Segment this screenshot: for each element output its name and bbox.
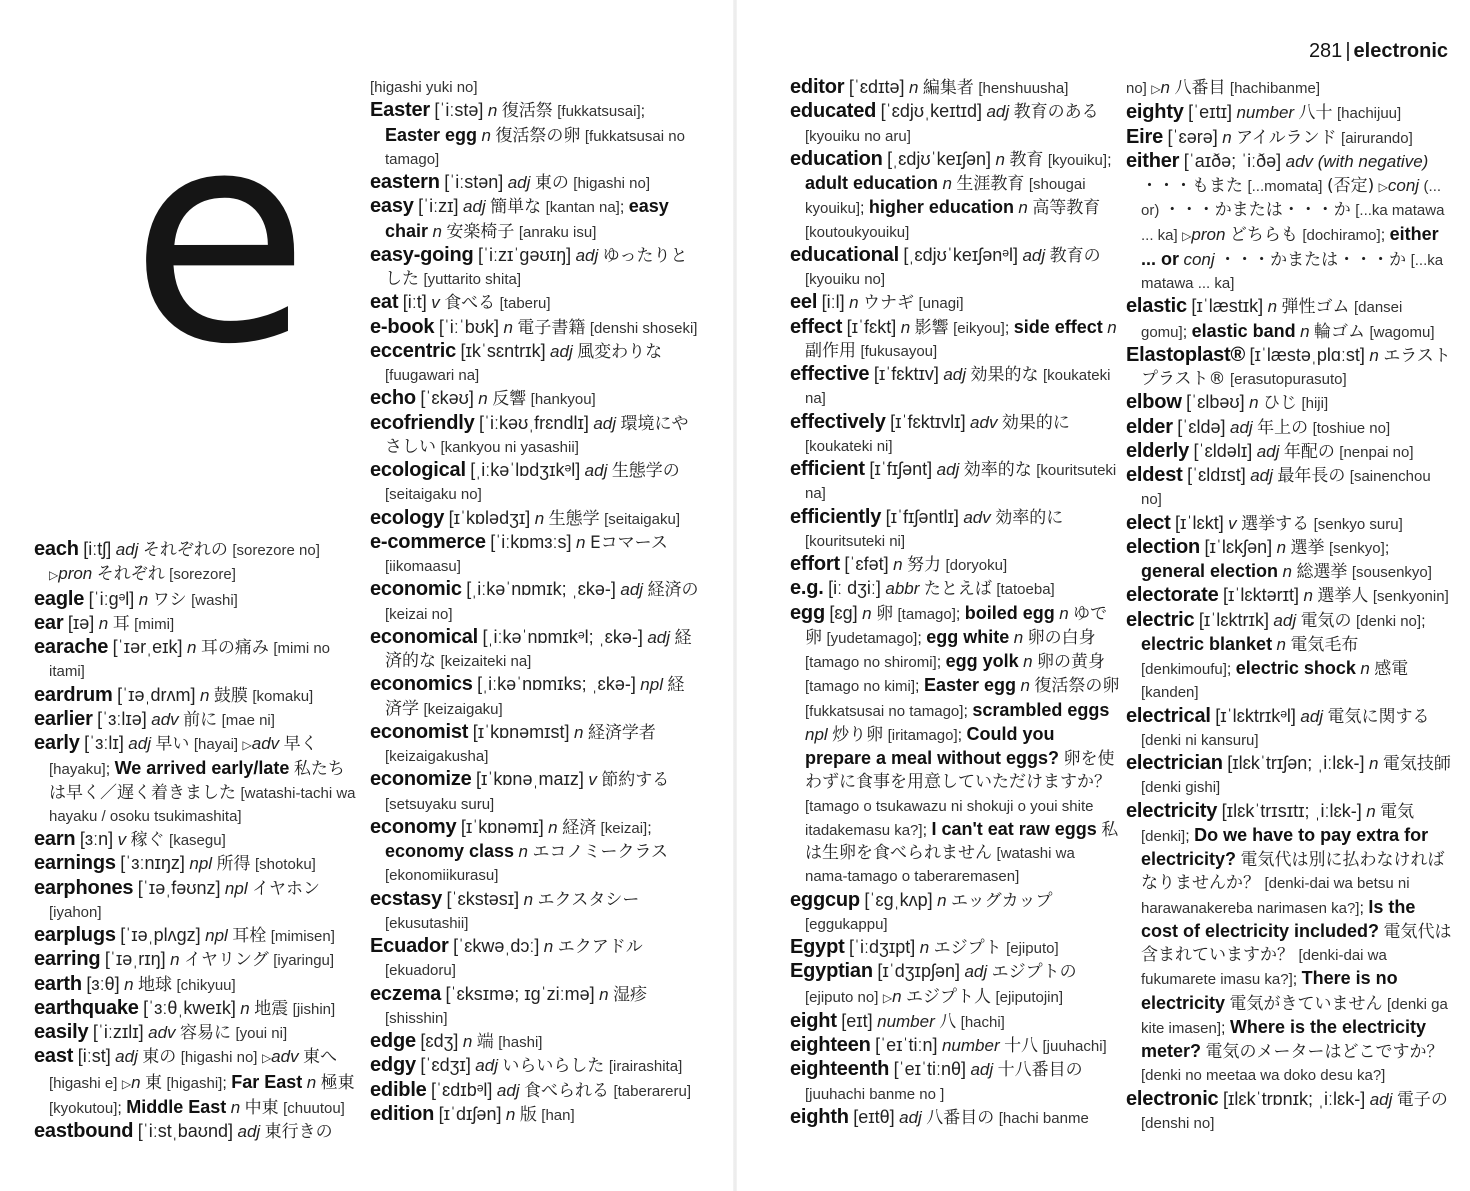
dictionary-entry: economical [ˌiːkəˈnɒmɪkᵊl; ˌɛkə-] adj 経済的な [keizaiteki na] bbox=[370, 625, 692, 671]
dictionary-entry: Ecuador [ˈɛkwəˌdɔː] n エクアドル [ekuadoru] bbox=[370, 935, 643, 980]
dictionary-entry: easy-going [ˈiːzɪˈgəʊɪŋ] adj ゆったりとした [yuttarito shita] bbox=[370, 243, 688, 289]
dictionary-entry: eight [eɪt] number 八 [hachi] bbox=[790, 1009, 1005, 1032]
dictionary-column-4 bbox=[1126, 76, 1452, 1135]
dictionary-entry: [higashi yuki no] bbox=[370, 79, 478, 96]
dictionary-entry: ecofriendly [ˈiːkəʊˌfrɛndlɪ] adj 環境にやさしい [kankyou ni yasashii] bbox=[370, 411, 689, 457]
page-gutter bbox=[733, 0, 737, 1191]
dictionary-column-3 bbox=[790, 76, 1120, 1130]
dictionary-entry: egg [ɛg] n 卵 [tamago]; boiled egg n ゆで卵 [yudetamago]; egg white n 卵の白身 [tamago no shiromi]; egg yolk n 卵の黄身 [tamago no kimi]; Easter egg n 復活祭の卵 [fukkatsusai no tamago]; scrambled eggs npl 炒り卵 [iritamago]; Could you prepare a meal without eggs? 卵を使わずに食事を用意していただけますか？ [tamago o tsukawazu ni shokuji o youi shite itadakemasu ka?]; I can't eat raw eggs 私は生卵を食べられません [watashi wa nama-tamago o taberaremasen] bbox=[790, 601, 1120, 886]
dictionary-entry: eccentric [ɪkˈsɛntrɪk] adj 風変わりな [fuugawari na] bbox=[370, 339, 663, 384]
dictionary-entry: earache [ˈɪərˌeɪk] n 耳の痛み [mimi no itami] bbox=[34, 636, 331, 681]
dictionary-entry: economics [ˌiːkəˈnɒmɪks; ˌɛkə-] npl 経済学 [keizaigaku] bbox=[370, 673, 685, 719]
dictionary-entry: east [iːst] adj 東の [higashi no] ▷adv 東へ [higashi e] ▷n 東 [higashi]; Far East n 極東 [kyokutou]; Middle East n 中東 [chuutou] bbox=[34, 1045, 355, 1118]
dictionary-entry: ecology [ɪˈkɒlədʒɪ] n 生態学 [seitaigaku] bbox=[370, 506, 681, 529]
section-letter: e bbox=[130, 68, 310, 408]
dictionary-entry: eardrum [ˈɪəˌdrʌm] n 鼓膜 [komaku] bbox=[34, 683, 314, 706]
page-number: 281 bbox=[1308, 40, 1343, 62]
dictionary-entry: effective [ɪˈfɛktɪv] adj 効果的な [koukateki na] bbox=[790, 363, 1111, 408]
dictionary-entry: edition [ɪˈdɪʃən] n 版 [han] bbox=[370, 1102, 575, 1125]
dictionary-column-2 bbox=[370, 76, 700, 1127]
dictionary-entry: edible [ˈɛdɪbᵊl] adj 食べられる [taberareru] bbox=[370, 1078, 692, 1101]
dictionary-column-1 bbox=[34, 538, 356, 1144]
dictionary-entry: early [ˈɜːlɪ] adj 早い [hayai] ▷adv 早く [hayaku]; We arrived early/late 私たちは早く／遅く着きました [watashi-tachi wa hayaku / osoku tsukimashita] bbox=[34, 732, 356, 825]
dictionary-entry: ecstasy [ˈɛkstəsɪ] n エクスタシー [ekusutashii] bbox=[370, 887, 640, 932]
dictionary-entry: eel [iːl] n ウナギ [unagi] bbox=[790, 291, 964, 314]
dictionary-entry: easy [ˈiːzɪ] adj 簡単な [kantan na]; easy chair n 安楽椅子 [anraku isu] bbox=[370, 195, 669, 242]
dictionary-entry: earlier [ˈɜːlɪə] adv 前に [mae ni] bbox=[34, 707, 275, 730]
dictionary-entry: earplugs [ˈɪəˌplʌgz] npl 耳栓 [mimisen] bbox=[34, 924, 335, 946]
dictionary-entry: eagle [ˈiːgᵊl] n ワシ [washi] bbox=[34, 587, 238, 610]
dictionary-entry: e-commerce [ˈiːkɒmɜːs] n Eコマース [iikomaasu] bbox=[370, 530, 668, 575]
dictionary-entry: either [ˈaɪðə; ˈiːðə] adv (with negative) ・・・もまた [...momata] (否定) ▷conj (... or) ・・・かまたは・・・か [...ka matawa ... ka] ▷pron どちらも [dochiramo]; either ... or conj ・・・かまたは・・・か [...ka matawa ... ka] bbox=[1126, 149, 1445, 292]
dictionary-entry: Egyptian [ɪˈdʒɪpʃən] adj エジプトの [ejiputo no] ▷n エジプト人 [ejiputojin] bbox=[790, 960, 1077, 1007]
dictionary-entry: elastic [ɪˈlæstɪk] n 弾性ゴム [dansei gomu]; elastic band n 輪ゴム [wagomu] bbox=[1126, 295, 1435, 342]
dictionary-entry: edge [ɛdʒ] n 端 [hashi] bbox=[370, 1030, 543, 1052]
dictionary-entry: eighteenth [ˈeɪˈtiːnθ] adj 十八番目の [juuhachi banme no ] bbox=[790, 1058, 1083, 1103]
dictionary-entry: e-book [ˈiːˈbʊk] n 電子書籍 [denshi shoseki] bbox=[370, 315, 698, 338]
dictionary-entry: elbow [ˈɛlbəʊ] n ひじ [hiji] bbox=[1126, 391, 1329, 414]
dictionary-entry: eczema [ˈɛksɪmə; ɪgˈziːmə] n 湿疹 [shisshin] bbox=[370, 982, 647, 1027]
dictionary-entry: eastern [ˈiːstən] adj 東の [higashi no] bbox=[370, 171, 651, 193]
dictionary-entry: eat [iːt] v 食べる [taberu] bbox=[370, 291, 551, 314]
dictionary-entry: effect [ɪˈfɛkt] n 影響 [eikyou]; side effect n 副作用 [fukusayou] bbox=[790, 315, 1117, 361]
dictionary-entry: educational [ˌɛdjʊˈkeɪʃənᵊl] adj 教育の [kyouiku no] bbox=[790, 243, 1101, 288]
dictionary-entry: electricity [ɪlɛkˈtrɪsɪtɪ; ˌiːlɛk-] n 電気 [denki]; Do we have to pay extra for electricity? 電気代は別に払わなければなりませんか？ [denki-dai wa betsu ni harawanakereba narimasen ka?]; Is the cost of electricity included? 電気代は含まれていますか？ [denki-dai wa fukumarete imasu ka?]; There is no electricity 電気がきていません [denki ga kite imasen]; Where is the electricity meter? 電気のメーターはどこですか？ [denki no meetaa wa doko desu ka?] bbox=[1126, 799, 1452, 1085]
dictionary-entry: eighteen [ˈeɪˈtiːn] number 十八 [juuhachi] bbox=[790, 1034, 1107, 1056]
dictionary-entry: eldest [ˈɛldɪst] adj 最年長の [sainenchou no] bbox=[1126, 464, 1431, 509]
dictionary-entry: eastbound [ˈiːstˌbaʊnd] adj 東行きの bbox=[34, 1120, 333, 1142]
dictionary-entry: electorate [ɪˈlɛktərɪt] n 選挙人 [senkyonin] bbox=[1126, 584, 1449, 607]
dictionary-entry: elder [ˈɛldə] adj 年上の [toshiue no] bbox=[1126, 415, 1391, 438]
dictionary-entry: earnings [ˈɜːnɪŋz] npl 所得 [shotoku] bbox=[34, 852, 316, 875]
dictionary-entry: eighth [eɪtθ] adj 八番目の [hachi banme bbox=[790, 1105, 1089, 1128]
dictionary-entry: economize [ɪˈkɒnəˌmaɪz] v 節約する [setsuyaku suru] bbox=[370, 768, 670, 813]
dictionary-entry: earthquake [ˈɜːθˌkweɪk] n 地震 [jishin] bbox=[34, 996, 336, 1019]
dictionary-entry: effort [ˈɛfət] n 努力 [doryoku] bbox=[790, 553, 1008, 575]
dictionary-entry: election [ɪˈlɛkʃən] n 選挙 [senkyo]; general election n 総選挙 [sousenkyo] bbox=[1126, 535, 1432, 582]
dictionary-entry: educated [ˈɛdjʊˌkeɪtɪd] adj 教育のある [kyouiku no aru] bbox=[790, 100, 1099, 145]
dictionary-entry: each [iːtʃ] adj それぞれの [sorezore no] ▷pron それぞれ [sorezore] bbox=[34, 538, 320, 585]
dictionary-entry: elderly [ˈɛldəlɪ] adj 年配の [nenpai no] bbox=[1126, 439, 1414, 462]
dictionary-entry: elect [ɪˈlɛkt] v 選挙する [senkyo suru] bbox=[1126, 511, 1403, 534]
dictionary-entry: earring [ˈɪəˌrɪŋ] n イヤリング [iyaringu] bbox=[34, 948, 335, 971]
running-head-separator: | bbox=[1345, 40, 1351, 62]
dictionary-entry: eighty [ˈeɪtɪ] number 八十 [hachijuu] bbox=[1126, 101, 1402, 124]
running-head-word: electronic bbox=[1353, 40, 1448, 62]
dictionary-entry: effectively [ɪˈfɛktɪvlɪ] adv 効果的に [koukateki ni] bbox=[790, 410, 1070, 455]
dictionary-entry: economic [ˌiːkəˈnɒmɪk; ˌɛkə-] adj 経済の [keizai no] bbox=[370, 578, 699, 623]
running-head bbox=[1309, 40, 1448, 63]
dictionary-entry: eggcup [ˈɛgˌkʌp] n エッグカップ [eggukappu] bbox=[790, 888, 1053, 933]
dictionary-entry: Elastoplast® [ɪˈlæstəˌplɑːst] n エラストプラスト® [erasutopurasuto] bbox=[1126, 343, 1451, 389]
dictionary-entry: edgy [ˈɛdʒɪ] adj いらいらした [irairashita] bbox=[370, 1054, 683, 1077]
dictionary-entry: efficient [ɪˈfɪʃənt] adj 効率的な [kouritsuteki na] bbox=[790, 458, 1117, 503]
dictionary-entry: efficiently [ɪˈfɪʃəntlɪ] adv 効率的に [kouritsuteki ni] bbox=[790, 505, 1064, 550]
dictionary-entry: echo [ˈɛkəʊ] n 反響 [hankyou] bbox=[370, 387, 596, 410]
dictionary-entry: economist [ɪˈkɒnəmɪst] n 経済学者 [keizaigakusha] bbox=[370, 720, 656, 765]
dictionary-entry: education [ˌɛdjʊˈkeɪʃən] n 教育 [kyouiku]; adult education n 生涯教育 [shougai kyouiku]; higher education n 高等教育 [koutoukyouiku] bbox=[790, 147, 1112, 241]
dictionary-entry: earth [ɜːθ] n 地球 [chikyuu] bbox=[34, 972, 236, 995]
dictionary-entry: electric [ɪˈlɛktrɪk] adj 電気の [denki no]; electric blanket n 電気毛布 [denkimoufu]; electric shock n 感電 [kanden] bbox=[1126, 608, 1426, 702]
dictionary-entry: electrical [ɪˈlɛktrɪkᵊl] adj 電気に関する [denki ni kansuru] bbox=[1126, 704, 1430, 749]
dictionary-entry: economy [ɪˈkɒnəmɪ] n 経済 [keizai]; economy class n エコノミークラス [ekonomiikurasu] bbox=[370, 815, 668, 885]
dictionary-entry: electronic [ɪlɛkˈtrɒnɪk; ˌiːlɛk-] adj 電子の [denshi no] bbox=[1126, 1087, 1448, 1132]
dictionary-entry: Eire [ˈɛərə] n アイルランド [airurando] bbox=[1126, 125, 1413, 148]
dictionary-entry: earphones [ˈɪəˌfəʊnz] npl イヤホン [iyahon] bbox=[34, 876, 321, 921]
dictionary-entry: electrician [ɪlɛkˈtrɪʃən; ˌiːlɛk-] n 電気技師 [denki gishi] bbox=[1126, 752, 1451, 797]
dictionary-entry: earn [ɜːn] v 稼ぐ [kasegu] bbox=[34, 828, 226, 850]
dictionary-entry: ecological [ˌiːkəˈlɒdʒɪkᵊl] adj 生態学の [seitaigaku no] bbox=[370, 459, 680, 504]
dictionary-entry: editor [ˈɛdɪtə] n 編集者 [henshuusha] bbox=[790, 76, 1069, 98]
dictionary-entry: Egypt [ˈiːdʒɪpt] n エジプト [ejiputo] bbox=[790, 936, 1059, 958]
dictionary-entry: no] ▷n 八番目 [hachibanme] bbox=[1126, 78, 1320, 98]
dictionary-entry: easily [ˈiːzɪlɪ] adv 容易に [youi ni] bbox=[34, 1021, 288, 1043]
dictionary-entry: ear [ɪə] n 耳 [mimi] bbox=[34, 611, 175, 634]
dictionary-entry: Easter [ˈiːstə] n 復活祭 [fukkatsusai]; Easter egg n 復活祭の卵 [fukkatsusai no tamago] bbox=[370, 99, 685, 168]
dictionary-entry: e.g. [iː dʒiː] abbr たとえば [tatoeba] bbox=[790, 577, 1055, 600]
